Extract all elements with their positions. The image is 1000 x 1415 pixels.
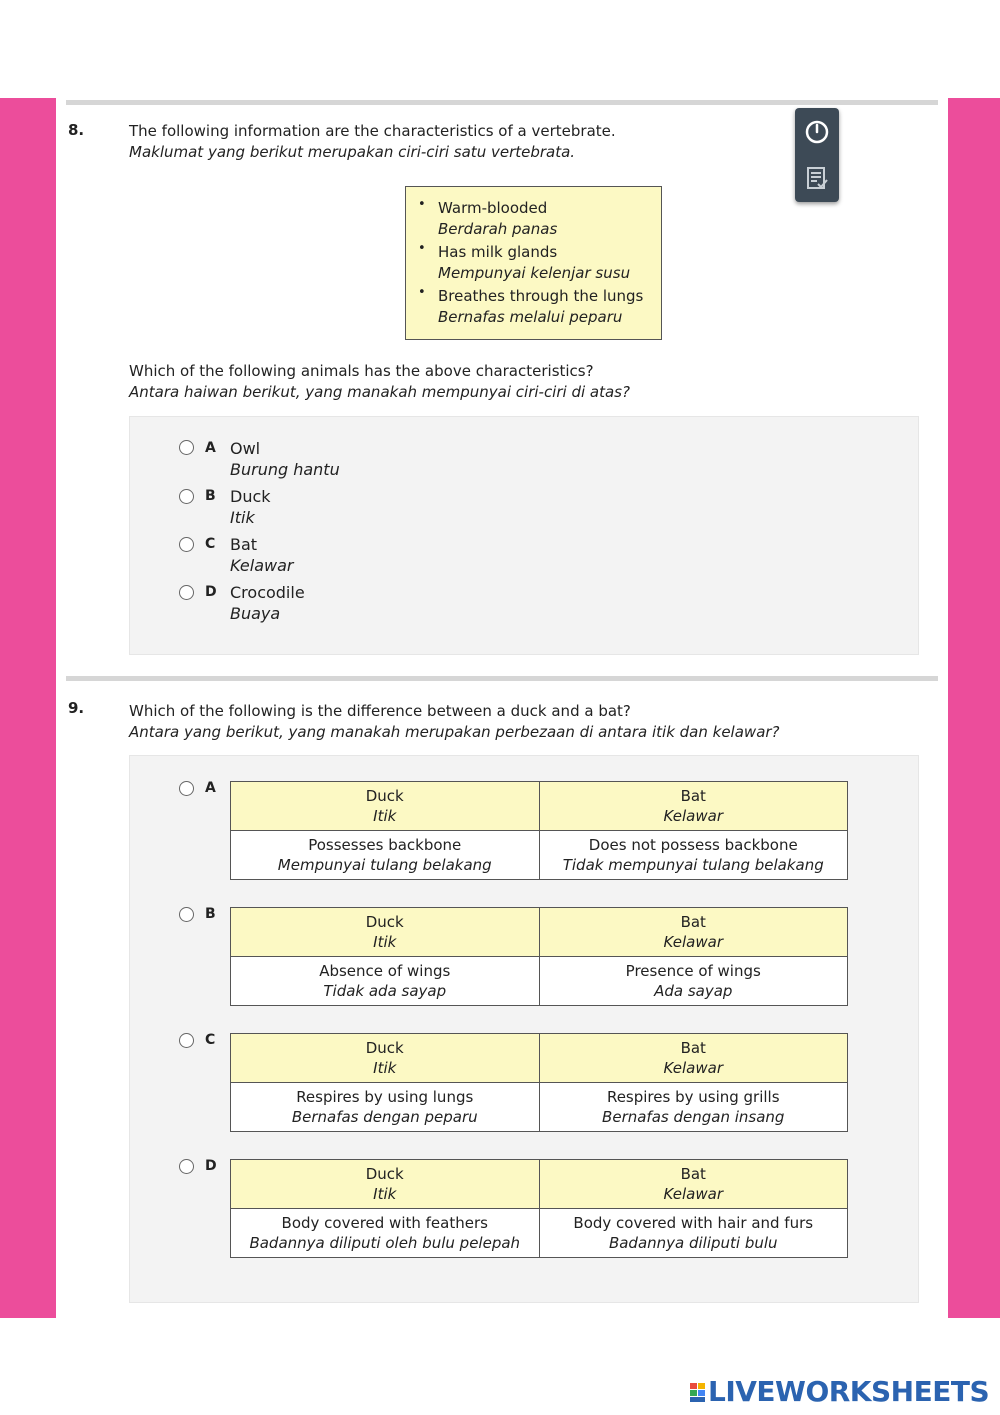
characteristic-item: • Has milk glands Mempunyai kelenjar susu — [418, 241, 631, 282]
radio-option-b[interactable] — [179, 907, 194, 922]
radio-option-a[interactable] — [179, 440, 194, 455]
left-pink-border — [0, 98, 56, 1318]
radio-option-d[interactable] — [179, 1159, 194, 1174]
characteristics-box — [405, 186, 662, 340]
bullet-icon: • — [418, 197, 426, 212]
bullet-icon: • — [418, 285, 426, 300]
table-header-duck: Duck Itik — [231, 1160, 540, 1209]
right-pink-border — [948, 98, 1000, 1318]
divider — [66, 100, 938, 105]
radio-option-c[interactable] — [179, 1033, 194, 1048]
question-9-number: 9. — [68, 699, 85, 717]
question-8-text-en: The following information are the characteristics of a vertebrate. — [129, 122, 616, 140]
option-c-table — [230, 1033, 848, 1132]
characteristic-item: • Warm-blooded Berdarah panas — [418, 197, 558, 238]
table-cell: Presence of wings Ada sayap — [539, 957, 848, 1006]
table-header-duck: Duck Itik — [231, 782, 540, 831]
bullet-icon: • — [418, 241, 426, 256]
tool-widget — [795, 108, 839, 202]
clock-icon[interactable] — [803, 118, 831, 146]
table-header-bat: Bat Kelawar — [539, 1034, 848, 1083]
table-cell: Absence of wings Tidak ada sayap — [231, 957, 540, 1006]
table-header-bat: Bat Kelawar — [539, 1160, 848, 1209]
table-header-bat: Bat Kelawar — [539, 782, 848, 831]
option-a-table — [230, 781, 848, 880]
characteristic-item: • Breathes through the lungs Bernafas melalui peparu — [418, 285, 644, 326]
question-8-text — [129, 121, 616, 163]
table-header-bat: Bat Kelawar — [539, 908, 848, 957]
table-cell: Does not possess backbone Tidak mempunyai tulang belakang — [539, 831, 848, 880]
question-8-ask: Which of the following animals has the above characteristics? Antara haiwan berikut, yang manakah mempunyai ciri-ciri di atas? — [129, 362, 630, 401]
table-cell: Possesses backbone Mempunyai tulang belakang — [231, 831, 540, 880]
table-header-duck: Duck Itik — [231, 1034, 540, 1083]
radio-option-a[interactable] — [179, 781, 194, 796]
table-cell: Body covered with feathers Badannya diliputi oleh bulu pelepah — [231, 1209, 540, 1258]
option-d-table — [230, 1159, 848, 1258]
question-8-number: 8. — [68, 121, 85, 139]
table-cell: Body covered with hair and furs Badannya diliputi bulu — [539, 1209, 848, 1258]
question-9-text: Which of the following is the difference between a duck and a bat? Antara yang berikut, yang manakah merupakan perbezaan di antara itik dan kelawar? — [129, 702, 780, 741]
radio-option-c[interactable] — [179, 537, 194, 552]
logo-mark-icon — [690, 1383, 706, 1403]
radio-option-d[interactable] — [179, 585, 194, 600]
radio-option-b[interactable] — [179, 489, 194, 504]
question-8-text-ms: Maklumat yang berikut merupakan ciri-ciri satu vertebrata. — [129, 143, 576, 161]
brand-name: LIVEWORKSHEETS — [708, 1375, 990, 1408]
divider — [66, 676, 938, 681]
table-cell: Respires by using lungs Bernafas dengan peparu — [231, 1083, 540, 1132]
answer-sheet-icon[interactable] — [803, 164, 831, 192]
table-header-duck: Duck Itik — [231, 908, 540, 957]
option-b-table — [230, 907, 848, 1006]
table-cell: Respires by using grills Bernafas dengan insang — [539, 1083, 848, 1132]
